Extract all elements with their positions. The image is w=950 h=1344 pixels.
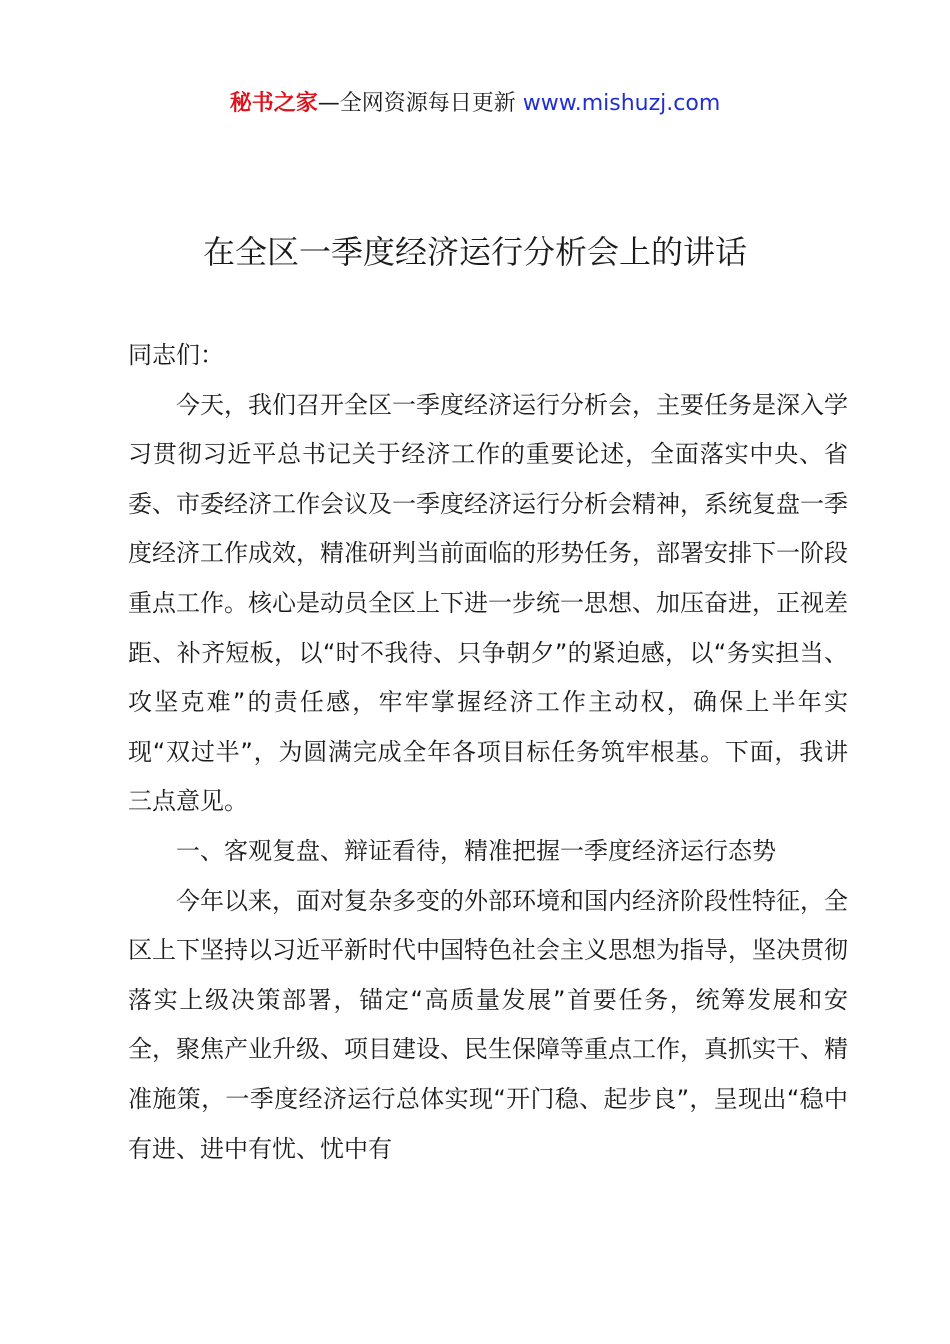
site-brand: 秘书之家 [229,91,318,116]
site-url-link[interactable]: www.mishuzj.com [522,91,721,116]
paragraph-intro: 今天，我们召开全区一季度经济运行分析会，主要任务是深入学习贯彻习近平总书记关于经济工作的重要论述，全面落实中央、省委、市委经济工作会议及一季度经济运行分析会精神，系统复盘一季度经济工作成效，精准研判当前面临的形势任务，部署安排下一阶段重点工作。核心是动员全区上下进一步统一思想、加压奋进，正视差距、补齐短板，以“时不我待、只争朝夕”的紧迫感，以“务实担当、攻坚克难”的责任感，牢牢掌握经济工作主动权，确保上半年实现“双过半”，为圆满完成全年各项目标任务筑牢根基。下面，我讲三点意见。 [128,390,848,816]
salutation: 同志们： [128,341,224,369]
document-title: 在全区一季度经济运行分析会上的讲话 [202,233,747,271]
document-body [128,331,848,1174]
site-header [0,88,950,120]
section-heading-1: 一、客观复盘、辩证看待，精准把握一季度经济运行态势 [176,836,776,865]
site-tagline: —全网资源每日更新 [317,91,523,116]
paragraph-section-1: 今年以来，面对复杂多变的外部环境和国内经济阶段性特征，全区上下坚持以习近平新时代中国特色社会主义思想为指导，坚决贯彻落实上级决策部署，锚定“高质量发展”首要任务，统筹发展和安全，聚焦产业升级、项目建设、民生保障等重点工作，真抓实干、精准施策，一季度经济运行总体实现“开门稳、起步良”，呈现出“稳中有进、进中有忧、忧中有 [128,886,848,1163]
